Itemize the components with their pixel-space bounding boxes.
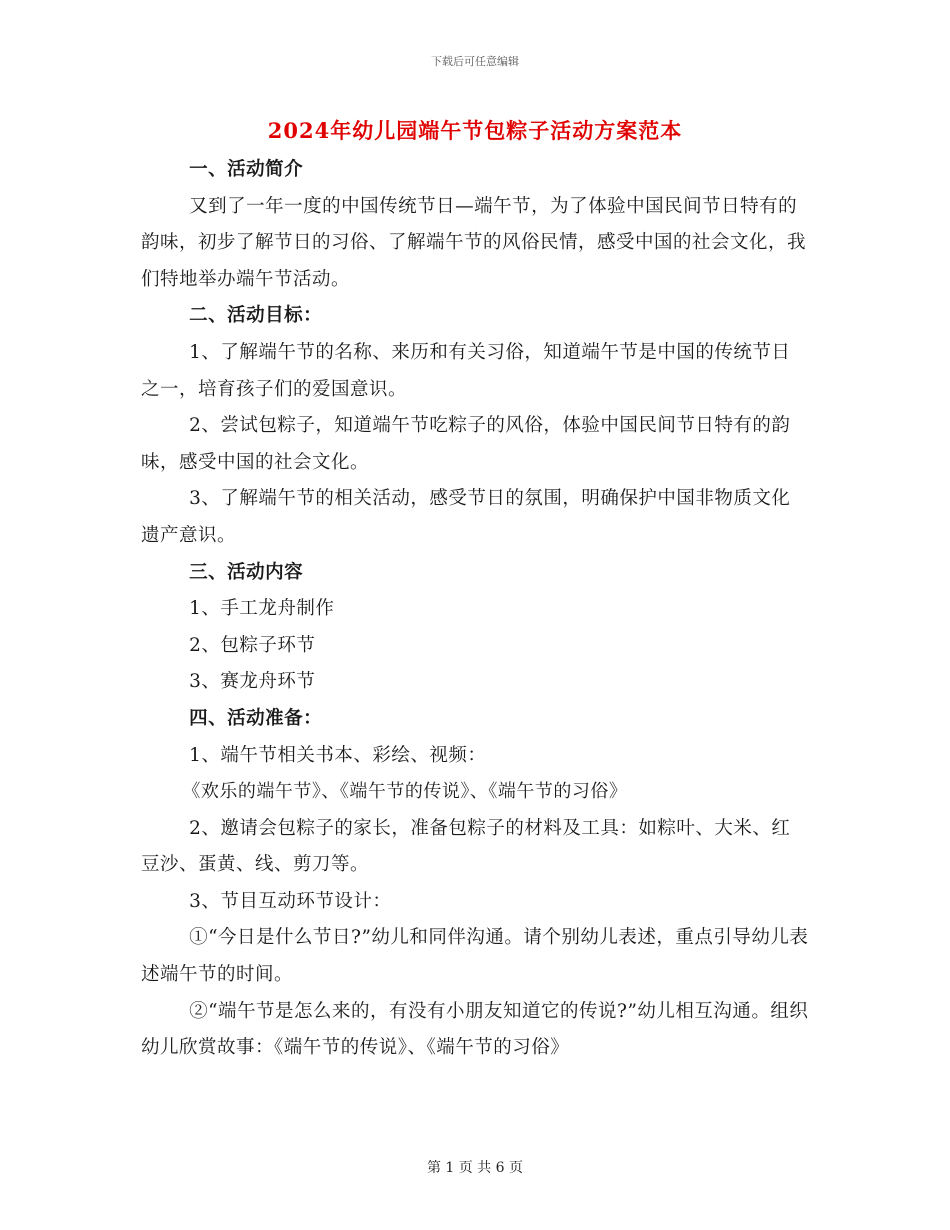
list-item: 2、包粽子环节 [189,634,316,656]
section-heading: 四、活动准备： [189,707,323,729]
page-footer: 第 1 页 共 6 页 [426,1160,524,1176]
document-body [141,152,809,1067]
paragraph: ①“今日是什么节日?”幼儿和同伴沟通。请个别幼儿表述，重点引导幼儿表述端午节的时间。 [141,927,809,986]
paragraph: ②“端午节是怎么来的，有没有小朋友知道它的传说?”幼儿相互沟通。组织幼儿欣赏故事：《端午节的传说》、《端午节的习俗》 [141,1000,809,1059]
paragraph: 3、了解端午节的相关活动，感受节日的氛围，明确保护中国非物质文化遗产意识。 [141,488,791,546]
book-titles: 《欢乐的端午节》、《端午节的传说》、《端午节的习俗》 [182,781,628,803]
list-item: 1、手工龙舟制作 [189,598,335,620]
section-heading: 三、活动内容 [189,561,304,583]
header-note: 下载后可任意编辑 [431,55,519,68]
paragraph: 3、节目互动环节设计： [189,890,392,912]
list-item: 3、赛龙舟环节 [189,671,316,693]
paragraph: 1、了解端午节的名称、来历和有关习俗，知道端午节是中国的传统节日之一，培育孩子们的爱国意识。 [141,341,791,400]
paragraph: 2、邀请会包粽子的家长，准备包粽子的材料及工具：如粽叶、大米、红豆沙、蛋黄、线、剪刀等。 [141,817,791,876]
section-heading: 二、活动目标： [189,305,323,327]
paragraph: 1、端午节相关书本、彩绘、视频： [189,744,487,766]
paragraph: 2、尝试包粽子，知道端午节吃粽子的风俗，体验中国民间节日特有的韵味，感受中国的社会文化。 [141,415,791,473]
paragraph: 又到了一年一度的中国传统节日—端午节，为了体验中国民间节日特有的韵味，初步了解节日的习俗、了解端午节的风俗民情，感受中国的社会文化，我们特地举办端午节活动。 [141,195,807,290]
document-title: 2024年幼儿园端午节包粽子活动方案范本 [267,118,683,143]
section-heading: 一、活动简介 [189,159,304,180]
